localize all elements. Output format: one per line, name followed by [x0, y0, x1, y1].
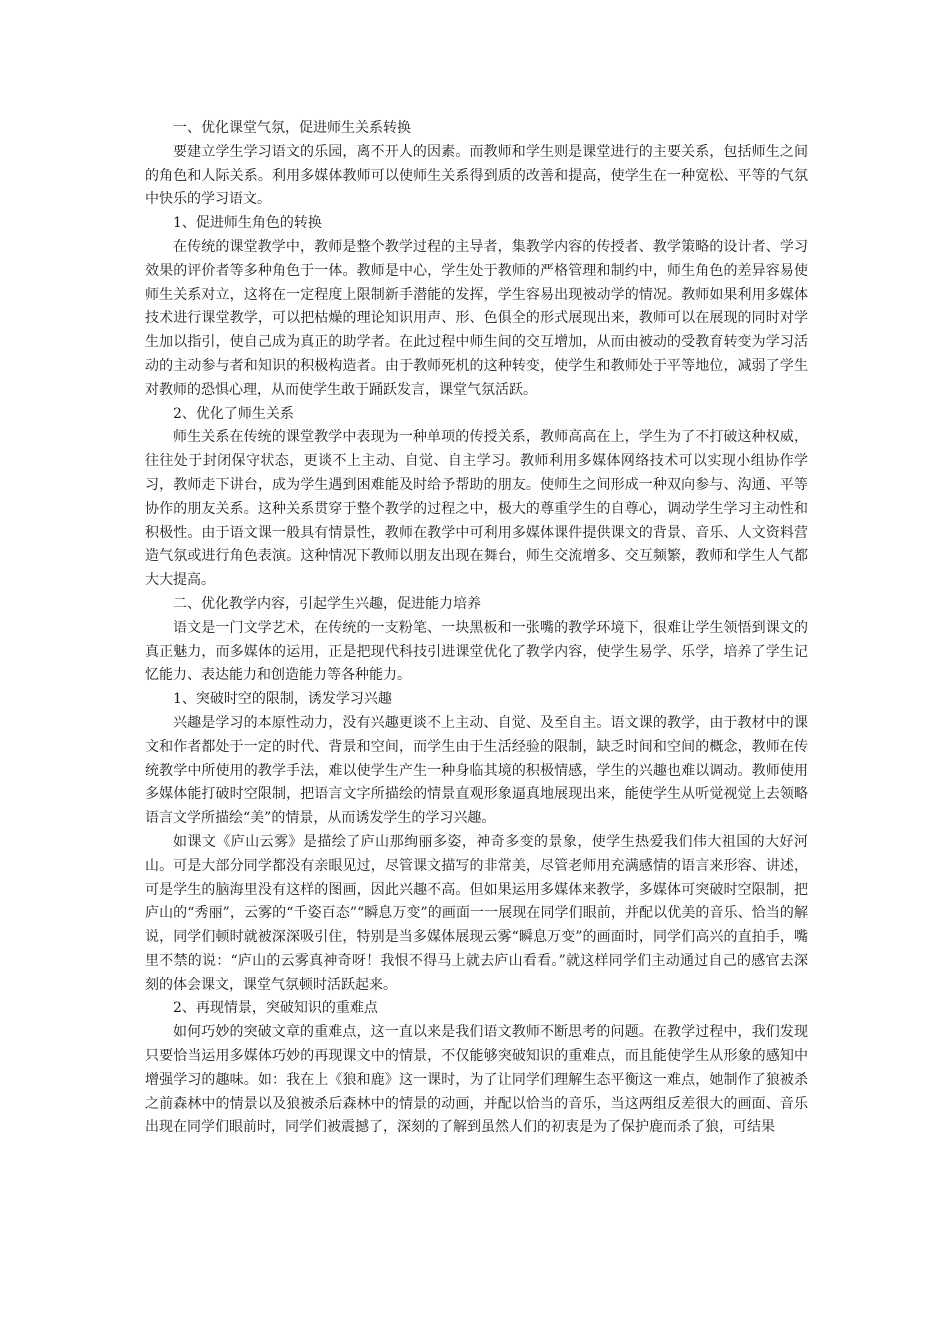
subsection-heading-1-1: 1、促进师生角色的转换 — [173, 215, 322, 232]
subsection-heading-2-2: 2、再现情景，突破知识的重难点 — [173, 1000, 378, 1017]
paragraph-5: 兴趣是学习的本原性动力，没有兴趣更谈不上主动、自觉、及至自主。语文课的教学，由于教材中的课文和作者都处于一定的时代、背景和空间，而学生由于生活经验的限制，缺乏时间和空间的概念，教师在传统教学中所使用的教学手法，难以使学生产生一种身临其境的积极情感，学生的兴趣也难以调动。教师使用多媒体能打破时空限制，把语言文字所描绘的情景直观形象逼真地展现出来，能使学生从听觉视觉上去领略语言文学所描绘“美”的情景，从而诱发学生的学习兴趣。 — [145, 714, 808, 827]
document-page — [145, 117, 808, 1140]
paragraph-7: 如何巧妙的突破文章的重难点，这一直以来是我们语文教师不断思考的问题。在教学过程中，我们发现只要恰当运用多媒体巧妙的再现课文中的情景，不仅能够突破知识的重难点，而且能使学生从形象的感知中增强学习的趣味。如：我在上《狼和鹿》这一课时，为了让同学们理解生态平衡这一难点，她制作了狼被杀之前森林中的情景以及狼被杀后森林中的情景的动画，并配以恰当的音乐，当这两组反差很大的画面、音乐出现在同学们眼前时，同学们被震撼了，深刻的了解到虽然人们的初衷是为了保护鹿而杀了狼，可结果 — [145, 1024, 808, 1136]
section-heading-2: 二、优化教学内容，引起学生兴趣，促进能力培养 — [173, 595, 481, 612]
paragraph-2: 在传统的课堂教学中，教师是整个教学过程的主导者，集教学内容的传授者、教学策略的设计者、学习效果的评价者等多种角色于一体。教师是中心，学生处于教师的严格管理和制约中，师生角色的差异容易使师生关系对立，这将在一定程度上限制新手潜能的发挥，学生容易出现被动学的情况。教师如果利用多媒体技术进行课堂教学，可以把枯燥的理论知识用声、形、色俱全的形式展现出来，教师可以在展现的同时对学生加以指引，使自己成为真正的助学者。在此过程中师生间的交互增加，从而由被动的受教育转变为学习活动的主动参与者和知识的积极构造者。由于教师死机的这种转变，使学生和教师处于平等地位，减弱了学生对教师的恐惧心理，从而使学生敢于踊跃发言，课堂气氛活跃。 — [145, 238, 808, 398]
subsection-heading-2-1: 1、突破时空的限制，诱发学习兴趣 — [173, 691, 392, 708]
paragraph-6: 如课文《庐山云雾》是描绘了庐山那绚丽多姿，神奇多变的景象，使学生热爱我们伟大祖国的大好河山。可是大部分同学都没有亲眼见过，尽管课文描写的非常美，尽管老师用充满感情的语言来形容、讲述，可是学生的脑海里没有这样的图画，因此兴趣不高。但如果运用多媒体来教学，多媒体可突破时空限制，把庐山的“秀丽”，云雾的“千姿百态”“瞬息万变”的画面一一展现在同学们眼前，并配以优美的音乐、恰当的解说，同学们顿时就被深深吸引住，特别是当多媒体展现云雾“瞬息万变”的画面时，同学们高兴的直拍手，嘴里不禁的说：“庐山的云雾真神奇呀！我恨不得马上就去庐山看看。”就这样同学们主动通过自己的感官去深刻的体会课文，课堂气氛顿时活跃起来。 — [145, 833, 808, 993]
paragraph-4: 语文是一门文学艺术，在传统的一支粉笔、一块黑板和一张嘴的教学环境下，很难让学生领悟到课文的真正魅力，而多媒体的运用，正是把现代科技引进课堂优化了教学内容，使学生易学、乐学，培养了学生记忆能力、表达能力和创造能力等各种能力。 — [145, 619, 808, 684]
subsection-heading-1-2: 2、优化了师生关系 — [173, 405, 294, 422]
paragraph-3: 师生关系在传统的课堂教学中表现为一种单项的传授关系，教师高高在上，学生为了不打破这种权威，往往处于封闭保守状态，更谈不上主动、自觉、自主学习。教师利用多媒体网络技术可以实现小组协作学习，教师走下讲台，成为学生遇到困难能及时给予帮助的朋友。使师生之间形成一种双向参与、沟通、平等协作的朋友关系。这种关系贯穿于整个教学的过程之中，极大的尊重学生的自尊心，调动学生学习主动性和积极性。由于语文课一般具有情景性，教师在教学中可利用多媒体课件提供课文的背景、音乐、人文资料营造气氛或进行角色表演。这种情况下教师以朋友出现在舞台，师生交流增多、交互频繁，教师和学生人气都大大提高。 — [145, 429, 808, 589]
section-heading-1: 一、优化课堂气氛，促进师生关系转换 — [173, 120, 411, 136]
paragraph-1: 要建立学生学习语文的乐园，离不开人的因素。而教师和学生则是课堂进行的主要关系，包括师生之间的角色和人际关系。利用多媒体教师可以使师生关系得到质的改善和提高，使学生在一种宽松、平等的气氛中快乐的学习语文。 — [145, 143, 808, 208]
